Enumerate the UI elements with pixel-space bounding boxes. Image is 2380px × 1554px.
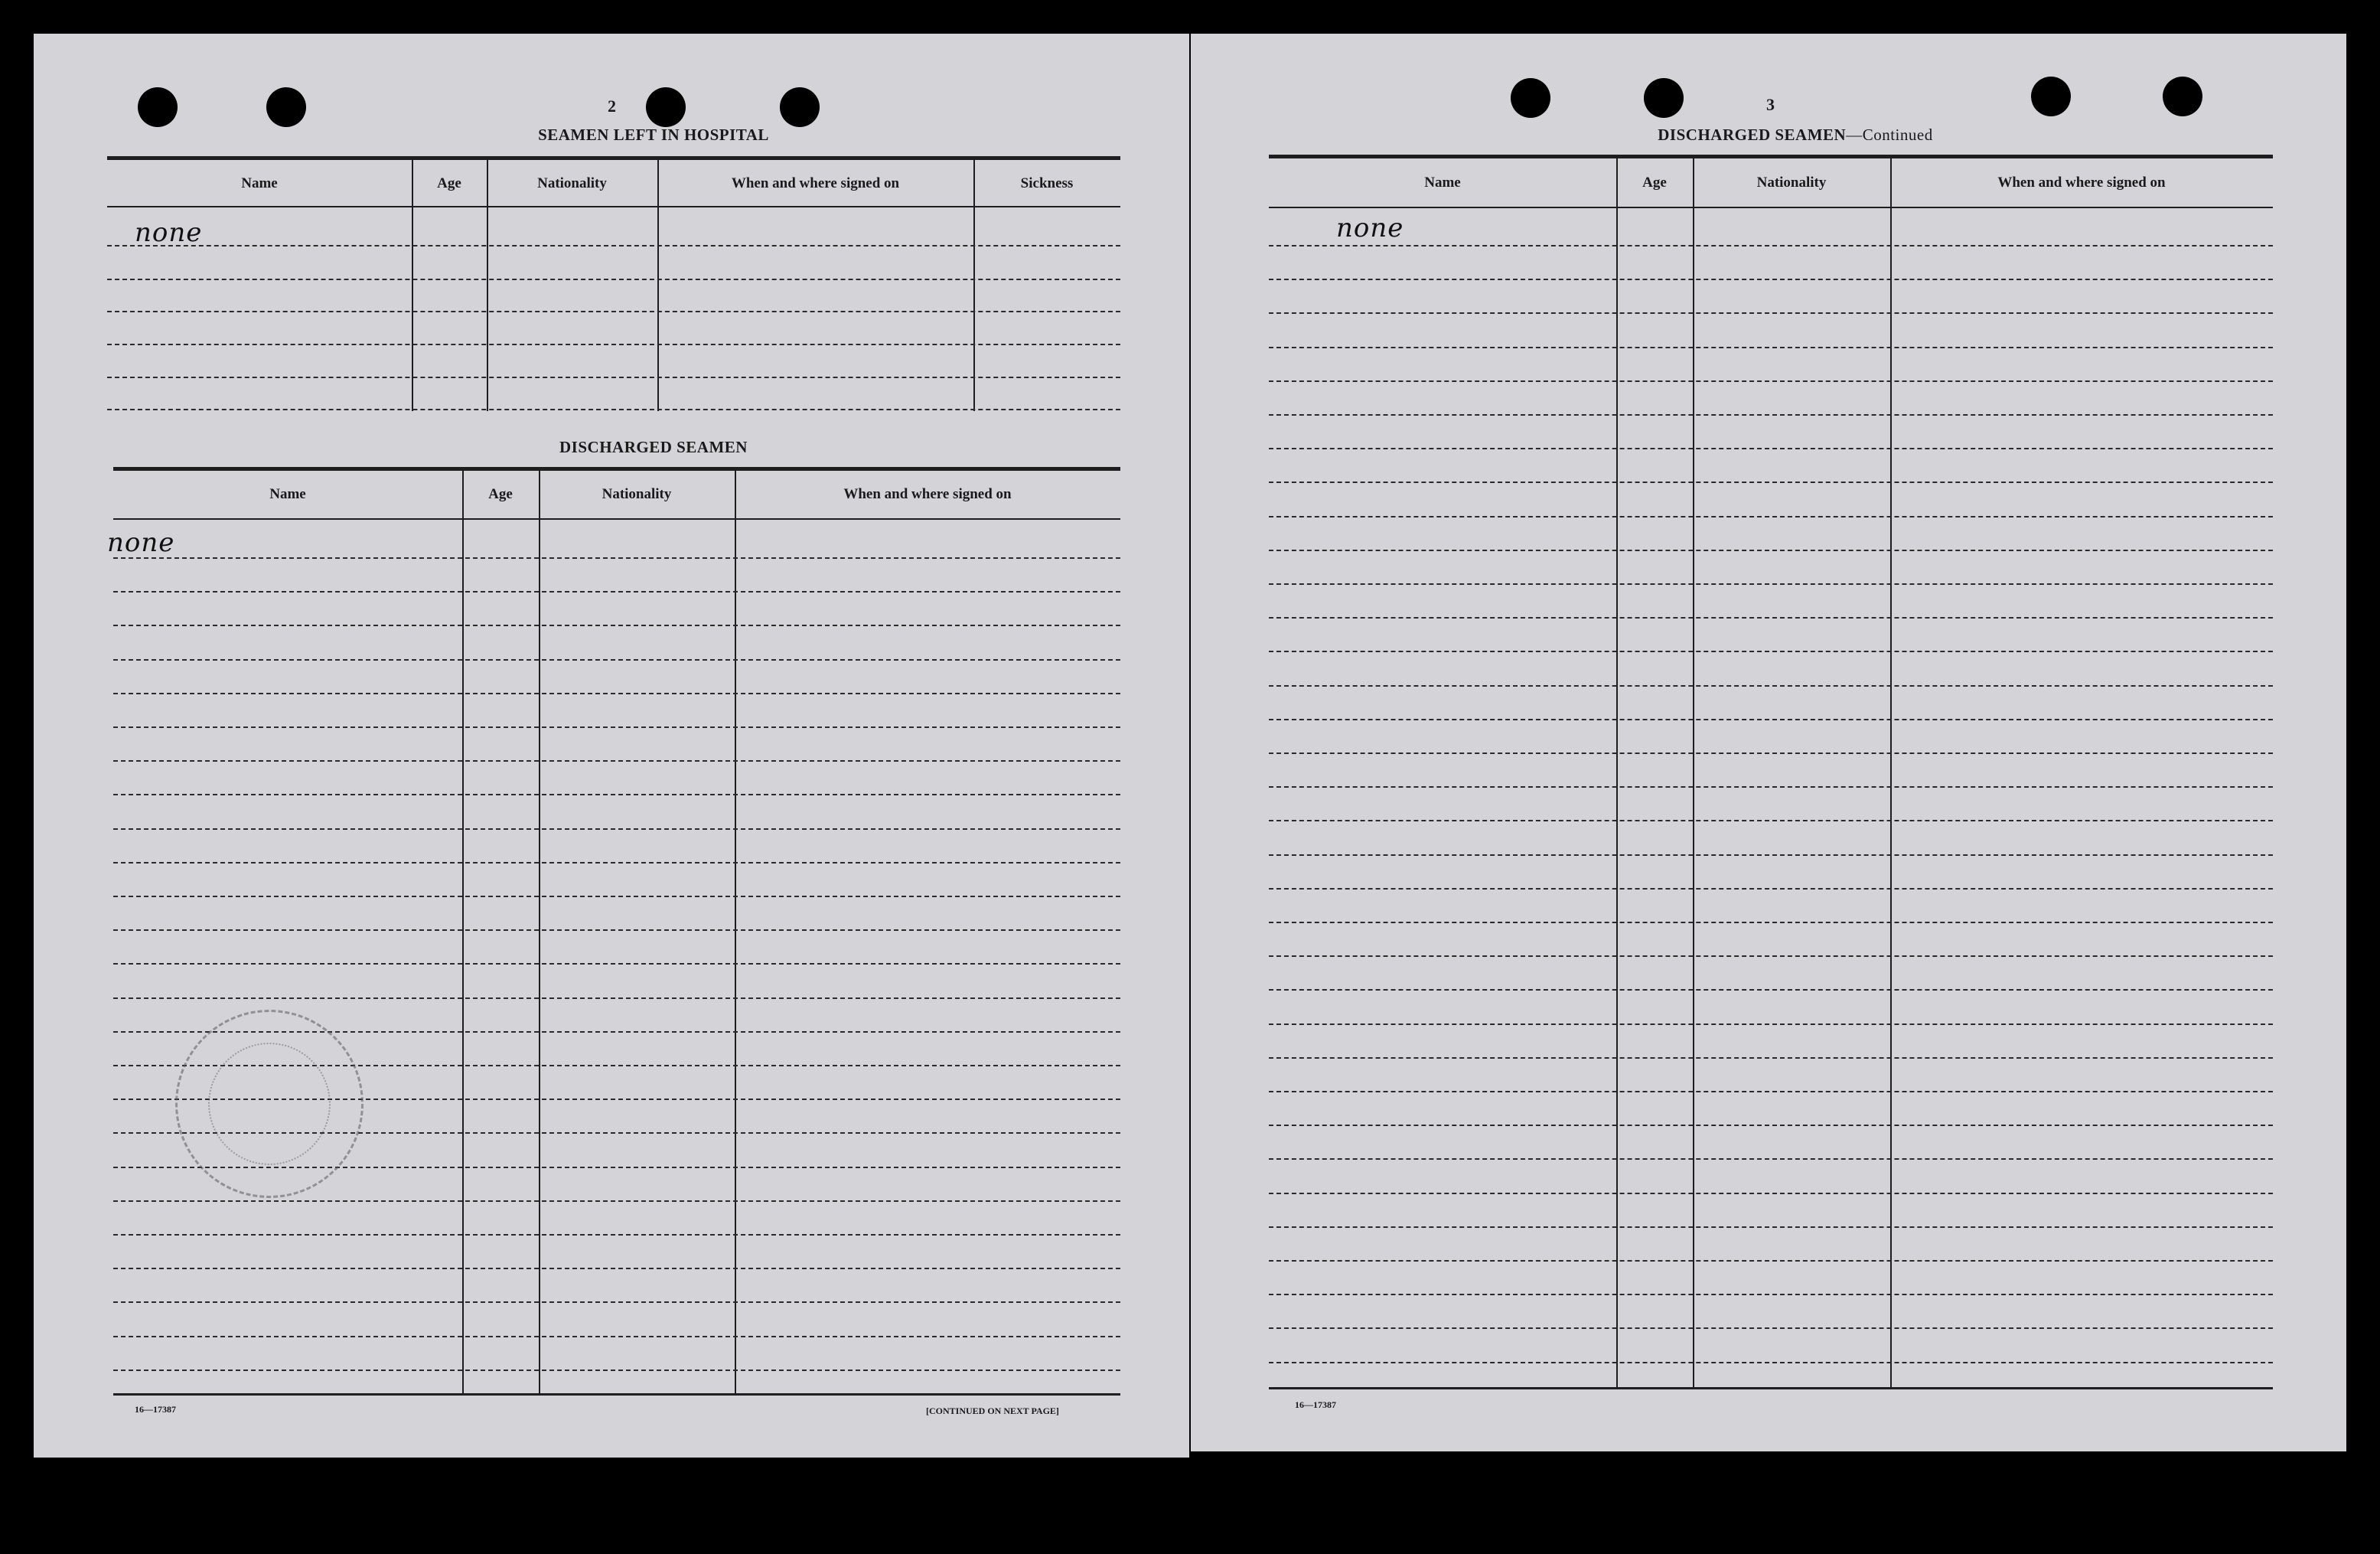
ruled-line: [1269, 245, 2273, 246]
right-page: [1191, 34, 2346, 1451]
punch-hole: [646, 87, 686, 127]
punch-hole: [2031, 77, 2071, 116]
col-header-nationality: Nationality: [1756, 175, 1827, 191]
ruled-line: [113, 693, 1120, 694]
ruled-line: [1269, 550, 2273, 551]
page-number: 2: [608, 96, 616, 116]
ruled-line: [1269, 955, 2273, 957]
ruled-line: [1269, 753, 2273, 754]
punch-hole: [138, 87, 178, 127]
col-header-age: Age: [437, 175, 461, 191]
ruled-line: [113, 591, 1120, 593]
ruled-line: [1269, 651, 2273, 652]
punch-hole: [1511, 78, 1550, 118]
col-header-nationality: Nationality: [537, 175, 607, 191]
ruled-line: [113, 896, 1120, 897]
ruled-line: [113, 625, 1120, 626]
ruled-line: [1269, 989, 2273, 991]
ruled-line: [1269, 786, 2273, 788]
handwritten-entry: none: [1336, 213, 1404, 243]
ruled-line: [1269, 516, 2273, 517]
col-header-name: Name: [1424, 175, 1461, 191]
col-header-signed-on: When and where signed on: [731, 175, 900, 191]
ruled-line: [113, 1200, 1120, 1202]
ruled-line: [1269, 583, 2273, 585]
ruled-line: [113, 862, 1120, 864]
ruled-line: [1269, 1158, 2273, 1160]
ruled-line: [1269, 1057, 2273, 1059]
ruled-line: [1269, 888, 2273, 890]
ruled-line: [1269, 854, 2273, 856]
left-page: [34, 34, 1189, 1458]
ruled-line: [1269, 1260, 2273, 1262]
ruled-line: [1269, 820, 2273, 821]
col-header-name: Name: [241, 175, 278, 191]
ruled-line: [1269, 1125, 2273, 1126]
col-header-sickness: Sickness: [1020, 175, 1074, 191]
ruled-line: [1269, 448, 2273, 449]
ruled-line: [113, 794, 1120, 795]
col-header-signed-on: When and where signed on: [1997, 175, 2166, 191]
ruled-line: [113, 1336, 1120, 1337]
punch-hole: [266, 87, 306, 127]
ruled-line: [113, 1234, 1120, 1236]
col-header-age: Age: [1642, 175, 1667, 191]
punch-hole: [2163, 77, 2202, 116]
ruled-line: [113, 997, 1120, 999]
ruled-line: [1269, 312, 2273, 314]
ruled-line: [113, 726, 1120, 728]
ruled-line: [113, 1268, 1120, 1269]
ruled-line: [113, 760, 1120, 762]
ruled-line: [1269, 922, 2273, 923]
hospital-section-title: SEAMEN LEFT IN HOSPITAL: [538, 126, 769, 144]
ruled-line: [1269, 1327, 2273, 1329]
ruled-line: [1269, 1226, 2273, 1228]
official-stamp: [148, 983, 390, 1224]
ruled-line: [1269, 685, 2273, 687]
ruled-line: [113, 557, 1120, 559]
ruled-line: [1269, 482, 2273, 483]
handwritten-entry: none: [135, 217, 203, 248]
discharged-continued-title: DISCHARGED SEAMEN—Continued: [1658, 126, 1933, 144]
ruled-line: [1269, 719, 2273, 720]
col-header-signed-on: When and where signed on: [843, 486, 1012, 502]
ruled-line: [1269, 279, 2273, 280]
ruled-line: [1269, 414, 2273, 416]
form-number: 16—17387: [135, 1404, 176, 1415]
form-number: 16—17387: [1295, 1399, 1336, 1410]
ruled-line: [1269, 1294, 2273, 1295]
ruled-line: [1269, 1362, 2273, 1363]
ruled-line: [113, 1370, 1120, 1371]
col-header-nationality: Nationality: [602, 486, 672, 502]
ruled-line: [113, 963, 1120, 965]
punch-hole: [1644, 78, 1684, 118]
ruled-line: [1269, 617, 2273, 619]
punch-hole: [780, 87, 820, 127]
ruled-line: [1269, 347, 2273, 348]
ruled-line: [113, 929, 1120, 931]
discharged-section-title: DISCHARGED SEAMEN: [559, 438, 748, 456]
ruled-line: [1269, 1091, 2273, 1092]
ruled-line: [1269, 380, 2273, 382]
ruled-line: [113, 1301, 1120, 1303]
handwritten-entry: none: [107, 527, 175, 558]
ruled-line: [1269, 1193, 2273, 1194]
continued-note: [CONTINUED ON NEXT PAGE]: [926, 1405, 1059, 1416]
col-header-age: Age: [488, 486, 513, 502]
ruled-line: [113, 828, 1120, 830]
col-header-name: Name: [269, 486, 306, 502]
page-number: 3: [1766, 95, 1775, 114]
ruled-line: [113, 659, 1120, 661]
ruled-line: [1269, 1023, 2273, 1025]
